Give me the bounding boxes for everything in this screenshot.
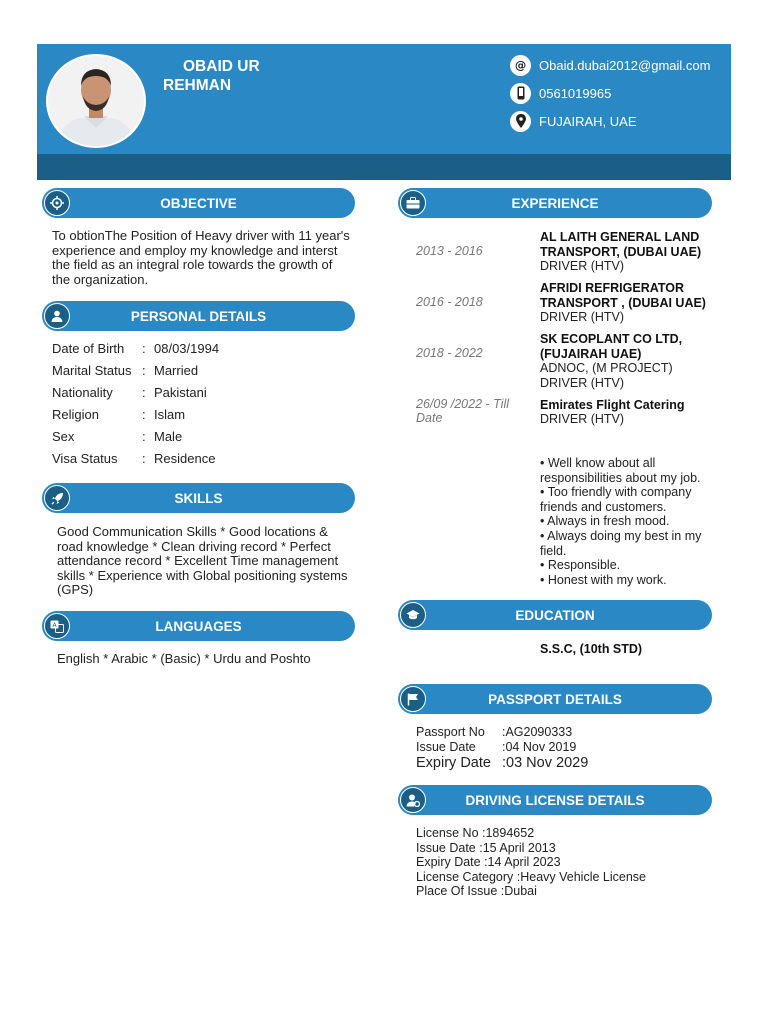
bullet-line: • Responsible.	[540, 558, 621, 573]
personal-row	[52, 451, 215, 469]
role-line: ADNOC, (M PROJECT)	[540, 361, 673, 375]
personal-row	[52, 341, 219, 359]
bullet-line: • Always doing my best in my	[540, 528, 702, 543]
passport-issue-label: Issue Date	[416, 740, 476, 754]
passport-expiry-label: Expiry Date	[416, 755, 491, 771]
candidate-name	[163, 57, 260, 95]
languages-title: LANGUAGES	[155, 618, 242, 634]
passport-issue-row	[416, 740, 576, 755]
passport-no-value: :AG2090333	[502, 725, 573, 739]
skills-line: Good Communication Skills * Good locations &	[57, 524, 328, 539]
personal-colon: :	[142, 385, 146, 400]
company-line: TRANSPORT, (DUBAI UAE)	[540, 244, 702, 259]
experience-bullets	[540, 456, 725, 587]
license-line: Issue Date :15 April 2013	[416, 840, 556, 855]
personal-row	[52, 429, 182, 447]
bullet-line: • Well know about all	[540, 456, 656, 470]
education-title: EDUCATION	[515, 607, 595, 623]
passport-no-row	[416, 725, 572, 740]
license-line: Expiry Date :14 April 2023	[416, 855, 561, 870]
objective-line: experience and employ my knowledge and interst	[52, 242, 338, 258]
section-header-driving-license	[398, 785, 712, 815]
experience-company: Emirates Flight Catering	[540, 398, 685, 412]
license-line: License Category :Heavy Vehicle License	[416, 869, 646, 884]
translate-icon	[44, 613, 70, 639]
contact-phone	[510, 82, 611, 104]
section-header-personal-details	[42, 301, 355, 331]
personal-value: Male	[154, 429, 183, 444]
date-line: 26/09 /2022 - Till	[416, 397, 509, 411]
experience-role	[540, 361, 673, 390]
experience-date	[416, 397, 509, 425]
section-header-languages	[42, 611, 355, 641]
location-pin-icon	[510, 111, 531, 132]
personal-details-title: PERSONAL DETAILS	[130, 308, 267, 324]
experience-date: 2018 - 2022	[416, 346, 483, 360]
profile-photo	[46, 54, 146, 148]
user-icon	[44, 303, 70, 329]
driving-license-title: DRIVING LICENSE DETAILS	[465, 792, 645, 808]
contact-location	[510, 110, 637, 132]
role-line: DRIVER (HTV)	[540, 375, 625, 390]
personal-colon: :	[142, 407, 146, 422]
personal-label: Date of Birth	[52, 341, 125, 356]
objective-line: To obtionThe Position of Heavy driver with 11 year's	[52, 228, 350, 243]
experience-company	[540, 230, 701, 259]
svg-text:@: @	[514, 58, 527, 72]
passport-no-label: Passport No	[416, 725, 485, 739]
skills-line: (GPS)	[57, 582, 94, 598]
license-details	[416, 826, 646, 899]
experience-role: DRIVER (HTV)	[540, 412, 625, 426]
section-header-experience	[398, 188, 712, 218]
date-line: Date	[416, 411, 443, 425]
personal-colon: :	[142, 429, 146, 444]
personal-label: Sex	[52, 429, 75, 444]
passport-expiry-row	[416, 755, 588, 772]
personal-value: Married	[154, 363, 199, 378]
svg-text:A: A	[52, 621, 57, 629]
passport-issue-value: :04 Nov 2019	[502, 740, 577, 754]
objective-title: OBJECTIVE	[160, 195, 237, 211]
personal-colon: :	[142, 451, 146, 466]
personal-value: Pakistani	[154, 385, 207, 400]
personal-row	[52, 385, 207, 403]
company-line: SK ECOPLANT CO LTD,	[540, 332, 683, 346]
rocket-icon	[44, 485, 70, 511]
flag-icon	[400, 686, 426, 712]
personal-value: 08/03/1994	[154, 341, 220, 356]
section-header-skills	[42, 483, 355, 513]
briefcase-icon	[400, 190, 426, 216]
graduation-cap-icon	[400, 602, 426, 628]
license-line: Place Of Issue :Dubai	[416, 884, 537, 899]
name-line-1: OBAID UR	[183, 58, 260, 75]
personal-row	[52, 407, 185, 425]
company-line: (FUJAIRAH UAE)	[540, 346, 642, 361]
bullet-line: • Too friendly with company	[540, 485, 692, 500]
personal-label: Visa Status	[52, 451, 118, 466]
experience-title: EXPERIENCE	[511, 195, 599, 211]
company-line: AL LAITH GENERAL LAND	[540, 230, 700, 244]
passport-title: PASSPORT DETAILS	[488, 691, 622, 707]
experience-role: DRIVER (HTV)	[540, 310, 625, 324]
personal-row	[52, 363, 198, 381]
skills-line: skills * Experience with Global positioning systems	[57, 567, 348, 583]
skills-line: road knowledge * Clean driving record * Perfect	[57, 538, 331, 554]
experience-date: 2016 - 2018	[416, 295, 483, 309]
name-line-2: REHMAN	[163, 77, 232, 94]
bullet-line: field.	[540, 543, 567, 558]
personal-colon: :	[142, 363, 146, 378]
objective-line: the organization.	[52, 271, 149, 287]
bullet-line: responsibilities about my job.	[540, 470, 701, 485]
personal-label: Nationality	[52, 385, 113, 400]
header-divider-bar	[37, 154, 731, 180]
section-header-passport	[398, 684, 712, 714]
skills-text	[57, 525, 347, 598]
personal-colon: :	[142, 341, 146, 356]
section-header-objective	[42, 188, 355, 218]
objective-line: the field as an integral role towards the growth of	[52, 257, 333, 273]
skills-line: attendance record * Excellent Time management	[57, 553, 339, 569]
target-icon	[44, 190, 70, 216]
bullet-line: • Always in fresh mood.	[540, 514, 670, 529]
personal-value: Islam	[154, 407, 186, 422]
at-sign-icon	[510, 55, 531, 76]
phone-icon	[510, 83, 531, 104]
experience-role: DRIVER (HTV)	[540, 259, 625, 273]
personal-label: Marital Status	[52, 363, 132, 378]
phone-text: 0561019965	[539, 85, 612, 101]
skills-title: SKILLS	[174, 490, 223, 506]
contact-email	[510, 54, 710, 76]
email-text[interactable]: Obaid.dubai2012@gmail.com	[539, 57, 711, 73]
experience-company	[540, 332, 682, 361]
bullet-line: • Honest with my work.	[540, 572, 667, 587]
license-line: License No :1894652	[416, 826, 535, 840]
location-text: FUJAIRAH, UAE	[539, 113, 637, 129]
education-value: S.S.C, (10th STD)	[540, 642, 643, 656]
experience-date: 2013 - 2016	[416, 244, 483, 258]
objective-text	[52, 229, 350, 287]
company-line: TRANSPORT , (DUBAI UAE)	[540, 295, 706, 310]
company-line: AFRIDI REFRIGERATOR	[540, 281, 684, 295]
driver-icon	[400, 787, 426, 813]
personal-value: Residence	[154, 451, 216, 466]
experience-company	[540, 281, 706, 310]
bullet-line: friends and customers.	[540, 499, 667, 514]
personal-label: Religion	[52, 407, 99, 422]
section-header-education	[398, 600, 712, 630]
passport-expiry-value: :03 Nov 2029	[502, 755, 589, 771]
languages-text: English * Arabic * (Basic) * Urdu and Poshto	[57, 651, 311, 666]
